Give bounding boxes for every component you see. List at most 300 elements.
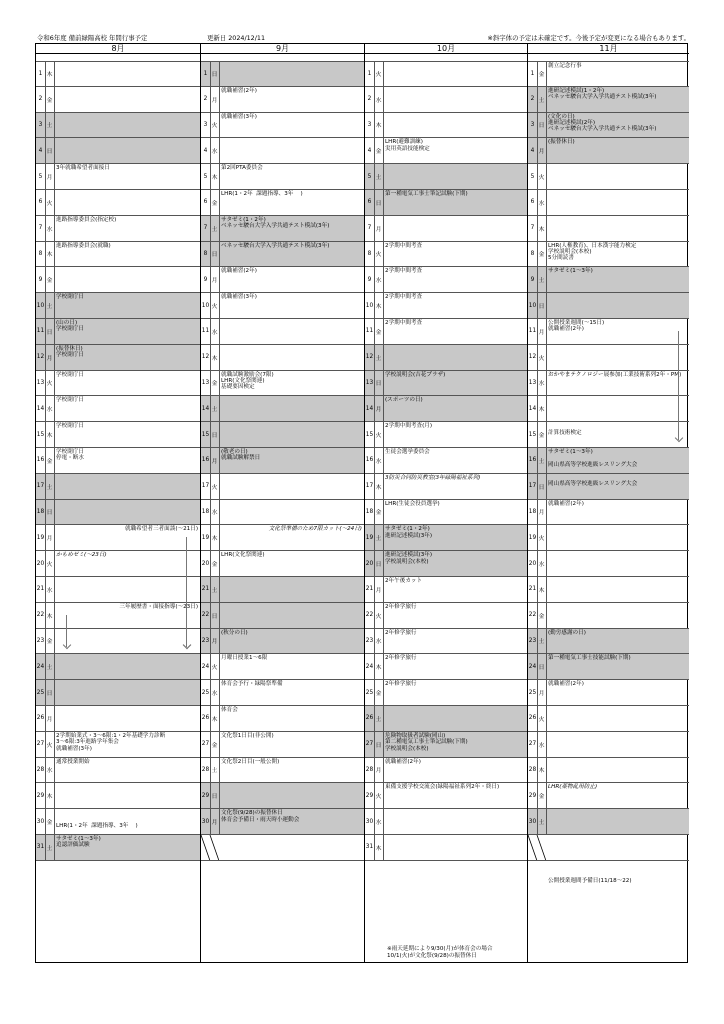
day-number: 22 <box>365 603 375 628</box>
day-number: 28 <box>365 758 375 783</box>
weekday: 月 <box>210 267 220 292</box>
day-row <box>201 396 364 422</box>
weekday: 金 <box>537 603 547 628</box>
day-number: 7 <box>365 216 375 241</box>
day-number: 24 <box>201 654 211 679</box>
day-row <box>201 138 364 164</box>
weekday: 月 <box>537 500 547 525</box>
day-row <box>201 577 364 603</box>
day-number: 23 <box>36 629 46 654</box>
day-row <box>365 706 527 732</box>
day-event: (振替休日) 学校閉庁日 <box>56 345 84 359</box>
day-event: 進研記述模試(1・2年) ベネッセ駿台大学入学共通テスト模試(3年) <box>548 87 657 101</box>
schedule-note: ※斜字体の予定は未確定です。今後予定が変更になる場合もあります。 <box>487 34 690 42</box>
weekday: 土 <box>45 835 55 860</box>
day-event: 文化祭2日目(一般公開) <box>221 758 280 765</box>
weekday: 木 <box>537 396 547 421</box>
day-number: 26 <box>528 706 538 731</box>
weekday: 水 <box>210 138 220 163</box>
day-event: かもめゼミ(～23日) <box>56 552 107 559</box>
day-number: 20 <box>528 551 538 576</box>
weekday: 土 <box>210 577 220 602</box>
november-footnote: 公開授業週間予備日(11/18～22) <box>548 878 632 884</box>
weekday: 火 <box>537 525 547 550</box>
day-row <box>36 525 200 551</box>
day-number: 28 <box>528 758 538 783</box>
day-number: 1 <box>36 62 46 86</box>
day-number: 3 <box>201 113 211 138</box>
day-row <box>201 216 364 242</box>
day-row <box>201 732 364 758</box>
day-event: 進路指導委員会(指定校) <box>56 216 117 223</box>
month-column-august <box>36 44 200 962</box>
day-event: 危険物取扱者試験(岡山) 第二種電気工事士筆記試験(下期) 学校説明会(本校) <box>385 732 468 752</box>
weekday: 金 <box>210 190 220 215</box>
day-number: 20 <box>36 551 46 576</box>
weekday: 水 <box>537 190 547 215</box>
day-number: 28 <box>36 758 46 783</box>
weekday: 木 <box>374 654 384 679</box>
weekday: 土 <box>45 293 55 318</box>
day-number: 19 <box>36 525 46 550</box>
day-number: 19 <box>201 525 211 550</box>
day-row <box>365 87 527 113</box>
day-number: 7 <box>36 216 46 241</box>
weekday: 月 <box>210 448 220 473</box>
day-number: 8 <box>528 242 538 267</box>
day-number: 18 <box>36 500 46 525</box>
day-number: 18 <box>201 500 211 525</box>
weekday: 土 <box>210 758 220 783</box>
weekday: 金 <box>374 500 384 525</box>
day-row <box>528 783 689 809</box>
day-row <box>365 577 527 603</box>
weekday: 日 <box>210 422 220 447</box>
day-row <box>528 500 689 526</box>
day-row <box>528 577 689 603</box>
weekday: 金 <box>537 783 547 808</box>
weekday: 土 <box>210 396 220 421</box>
day-number: 27 <box>528 732 538 757</box>
day-number: 11 <box>365 319 375 344</box>
weekday: 木 <box>45 603 55 628</box>
day-number: 11 <box>528 319 538 344</box>
day-number: 2 <box>201 87 211 112</box>
day-number: 4 <box>365 138 375 163</box>
day-number: 30 <box>528 809 538 834</box>
weekday: 月 <box>45 164 55 189</box>
day-row <box>36 448 200 474</box>
day-row <box>36 603 200 629</box>
day-number: 8 <box>201 242 211 267</box>
day-row <box>528 345 689 371</box>
day-number: 12 <box>36 345 46 370</box>
day-row <box>365 835 527 861</box>
day-row <box>528 319 689 345</box>
day-event: 就職補習(3年) <box>221 113 257 120</box>
weekday: 土 <box>374 345 384 370</box>
day-number: 30 <box>36 809 46 834</box>
weekday: 火 <box>374 603 384 628</box>
day-row <box>365 525 527 551</box>
day-number: 3 <box>528 113 538 138</box>
day-number: 24 <box>36 654 46 679</box>
day-number: 12 <box>201 345 211 370</box>
day-event: 就職希望者三者面談(～21日) <box>124 526 198 533</box>
day-event: 2学期中間考査(月) <box>385 423 433 430</box>
weekday: 土 <box>374 164 384 189</box>
day-row <box>528 113 689 139</box>
day-row <box>201 783 364 809</box>
crossed-cell <box>528 835 546 860</box>
annual-calendar <box>35 43 688 963</box>
day-row <box>528 525 689 551</box>
weekday: 日 <box>45 319 55 344</box>
day-row <box>201 629 364 655</box>
day-number: 22 <box>36 603 46 628</box>
weekday: 日 <box>537 474 547 499</box>
day-row <box>36 809 200 835</box>
weekday: 月 <box>210 629 220 654</box>
day-number: 14 <box>201 396 211 421</box>
day-row <box>201 500 364 526</box>
day-event: LHR(生徒会役員選挙) <box>385 500 440 507</box>
weekday: 火 <box>210 474 220 499</box>
day-number: 2 <box>36 87 46 112</box>
day-row <box>528 654 689 680</box>
day-row <box>365 164 527 190</box>
day-number: 19 <box>528 525 538 550</box>
day-row <box>201 61 364 87</box>
day-event: (敬老の日) 就職試験解禁日 <box>221 449 261 462</box>
october-footnote: ※雨天延期により9/30(月)が体育会の場合 10/1(火)が文化祭(9/28)の振替休日 <box>387 946 493 959</box>
day-event: 学校閉庁日 <box>56 371 84 378</box>
day-row <box>201 474 364 500</box>
weekday: 日 <box>45 500 55 525</box>
day-event: 進研記述模試(3年) 学校説明会(本校) <box>385 552 433 565</box>
document-title: 令和6年度 備前緑陽高校 年間行事予定 <box>37 34 148 42</box>
day-event: 学校閉庁日 <box>56 423 84 430</box>
day-number: 17 <box>36 474 46 499</box>
weekday: 火 <box>210 293 220 318</box>
day-number: 25 <box>528 680 538 705</box>
day-row <box>365 113 527 139</box>
day-number: 26 <box>201 706 211 731</box>
weekday: 木 <box>374 293 384 318</box>
day-row <box>36 293 200 319</box>
day-row <box>36 680 200 706</box>
day-event: 通常授業開始 <box>56 758 90 765</box>
weekday: 火 <box>210 654 220 679</box>
day-event: 創立記念行事 <box>548 63 582 69</box>
day-row <box>36 61 200 87</box>
weekday: 木 <box>210 525 220 550</box>
weekday: 月 <box>45 706 55 731</box>
weekday: 水 <box>537 732 547 757</box>
day-row <box>201 422 364 448</box>
day-event: ベネッセ駿台大学入学共通テスト模試(3年) <box>221 242 330 249</box>
weekday: 金 <box>45 448 55 473</box>
day-row <box>36 190 200 216</box>
weekday: 金 <box>45 267 55 292</box>
weekday: 金 <box>374 138 384 163</box>
day-event: 学校閉庁日 停電・断水 <box>56 449 84 462</box>
weekday: 水 <box>537 551 547 576</box>
weekday: 木 <box>45 242 55 267</box>
day-row <box>36 577 200 603</box>
day-row <box>36 345 200 371</box>
day-number: 22 <box>528 603 538 628</box>
day-event: 体育会 <box>221 707 238 713</box>
day-row <box>365 216 527 242</box>
day-row <box>528 138 689 164</box>
weekday: 木 <box>374 835 384 860</box>
weekday: 日 <box>374 190 384 215</box>
day-number: 22 <box>201 603 211 628</box>
weekday: 水 <box>45 396 55 421</box>
empty-day-row <box>201 835 364 861</box>
weekday: 月 <box>537 680 547 705</box>
weekday: 火 <box>537 345 547 370</box>
weekday: 土 <box>537 809 547 834</box>
weekday: 月 <box>374 216 384 241</box>
day-row <box>36 551 200 577</box>
crossed-cell <box>201 835 219 860</box>
day-event: 文化祭(9/28)の振替休日 体育会予備日・雨天時小運動会 <box>221 810 300 823</box>
day-event: (スポーツの日) <box>385 397 423 404</box>
weekday: 水 <box>45 758 55 783</box>
weekday: 土 <box>374 525 384 550</box>
day-number: 14 <box>365 396 375 421</box>
day-event: 学校閉庁日 <box>56 397 84 404</box>
weekday: 金 <box>537 62 547 86</box>
weekday: 木 <box>537 758 547 783</box>
day-row <box>365 190 527 216</box>
day-row <box>528 629 689 655</box>
day-row <box>528 680 689 706</box>
day-number: 15 <box>201 422 211 447</box>
day-event: 学校説明会(吉花プラザ) <box>385 371 446 378</box>
day-number: 4 <box>528 138 538 163</box>
weekday: 金 <box>374 680 384 705</box>
day-number: 25 <box>201 680 211 705</box>
day-event: 2学期中間考査 <box>385 242 423 249</box>
weekday: 金 <box>537 422 547 447</box>
day-row <box>36 267 200 293</box>
day-event: 就職補習(2年) <box>221 87 257 94</box>
day-event: 進路指導委員会(就職) <box>56 242 111 249</box>
day-row <box>528 551 689 577</box>
weekday: 水 <box>374 629 384 654</box>
day-row <box>528 190 689 216</box>
weekday: 日 <box>210 783 220 808</box>
day-row <box>201 371 364 397</box>
day-number: 27 <box>201 732 211 757</box>
day-number: 10 <box>36 293 46 318</box>
day-row <box>36 835 200 861</box>
day-number: 29 <box>36 783 46 808</box>
day-number: 3 <box>36 113 46 138</box>
day-number: 12 <box>365 345 375 370</box>
day-number: 13 <box>201 371 211 396</box>
weekday: 金 <box>45 87 55 112</box>
day-number: 7 <box>201 216 211 241</box>
day-row <box>201 113 364 139</box>
day-row <box>365 319 527 345</box>
day-row <box>36 164 200 190</box>
day-row <box>36 113 200 139</box>
weekday: 土 <box>45 113 55 138</box>
weekday: 日 <box>537 113 547 138</box>
weekday: 水 <box>45 577 55 602</box>
weekday: 水 <box>210 680 220 705</box>
day-number: 14 <box>528 396 538 421</box>
weekday: 月 <box>210 809 220 834</box>
weekday: 木 <box>45 422 55 447</box>
day-row <box>365 783 527 809</box>
month-header: 11月 <box>528 44 689 54</box>
day-row <box>365 61 527 87</box>
day-row <box>201 758 364 784</box>
day-number: 8 <box>36 242 46 267</box>
day-event: サタゼミ(1～3年) 岡山県高等学校進級レスリング大会 <box>548 449 638 468</box>
day-number: 2 <box>365 87 375 112</box>
day-number: 2 <box>528 87 538 112</box>
day-number: 1 <box>365 62 375 86</box>
day-row <box>528 758 689 784</box>
day-number: 26 <box>36 706 46 731</box>
weekday: 水 <box>45 216 55 241</box>
day-row <box>528 293 689 319</box>
duration-arrow <box>186 615 187 647</box>
day-row <box>201 654 364 680</box>
weekday: 火 <box>374 422 384 447</box>
weekday: 水 <box>210 500 220 525</box>
weekday: 火 <box>374 62 384 86</box>
day-row <box>201 190 364 216</box>
day-number: 12 <box>528 345 538 370</box>
day-event: 月曜日授業1～6限 <box>221 655 268 662</box>
day-row <box>365 422 527 448</box>
weekday: 金 <box>210 732 220 757</box>
day-event: LHR(薬物乱用防止) <box>548 784 598 791</box>
day-number: 24 <box>528 654 538 679</box>
day-row <box>201 809 364 835</box>
weekday: 金 <box>537 242 547 267</box>
day-event: 体育会予行・緑陽祭準備 <box>221 681 283 688</box>
day-row <box>365 267 527 293</box>
weekday: 月 <box>537 319 547 344</box>
day-number: 5 <box>201 164 211 189</box>
weekday: 金 <box>210 371 220 396</box>
day-row <box>36 783 200 809</box>
day-event: (文化の日) 進研記述模試(2年) ベネッセ駿台大学入学共通テスト模試(3年) <box>548 113 657 133</box>
day-number: 30 <box>365 809 375 834</box>
day-number: 23 <box>365 629 375 654</box>
day-row <box>201 87 364 113</box>
day-number: 31 <box>365 835 375 860</box>
day-number: 1 <box>201 62 211 86</box>
day-row <box>365 603 527 629</box>
day-row <box>36 371 200 397</box>
day-event: 2年修学旅行 <box>385 629 417 636</box>
day-row <box>36 319 200 345</box>
day-number: 6 <box>201 190 211 215</box>
day-row <box>36 216 200 242</box>
day-row <box>36 87 200 113</box>
day-row <box>528 87 689 113</box>
day-row <box>528 809 689 835</box>
weekday: 月 <box>374 758 384 783</box>
day-event: 文化祭準備のため7限カット(～24日) <box>268 526 362 533</box>
weekday: 月 <box>374 396 384 421</box>
day-row <box>528 371 689 397</box>
day-event: LHR(1・2年 課題指導、3年 ) <box>56 823 138 829</box>
day-event: 就職補習(3年) <box>221 294 257 301</box>
day-row <box>365 138 527 164</box>
day-row <box>201 603 364 629</box>
day-row <box>528 267 689 293</box>
day-row <box>36 706 200 732</box>
day-row <box>528 474 689 500</box>
day-number: 29 <box>528 783 538 808</box>
weekday: 土 <box>45 474 55 499</box>
day-row <box>528 422 689 448</box>
day-event: 2学期中間考査 <box>385 268 423 275</box>
duration-arrow <box>678 331 679 440</box>
day-event: 第一種電気工事士技能試験(下期) <box>548 655 631 662</box>
day-row <box>201 267 364 293</box>
weekday: 金 <box>45 809 55 834</box>
weekday: 木 <box>374 474 384 499</box>
day-row <box>365 396 527 422</box>
weekday: 火 <box>45 371 55 396</box>
weekday: 水 <box>374 809 384 834</box>
month-header: 10月 <box>365 44 527 54</box>
day-event: 東備支援学校交流会(緑陽福祉系列2年・終日) <box>385 784 500 791</box>
weekday: 日 <box>45 138 55 163</box>
day-number: 5 <box>36 164 46 189</box>
day-row <box>528 706 689 732</box>
day-event: 就職補習(2年) <box>385 758 421 765</box>
day-event: 岡山県高等学校進級レスリング大会 <box>548 481 638 488</box>
weekday: 金 <box>45 629 55 654</box>
day-row <box>36 758 200 784</box>
weekday: 月 <box>374 577 384 602</box>
day-row <box>528 216 689 242</box>
day-number: 13 <box>365 371 375 396</box>
day-number: 21 <box>528 577 538 602</box>
day-row <box>36 629 200 655</box>
day-event: 2学期始業式・3～6限:1・2年基礎学力診断 3～6限:3年進路学年集会 就職補習(3年) <box>56 732 166 752</box>
day-event: サタゼミ(1・2年) 進研記述模試(3年) <box>385 526 433 539</box>
day-row <box>528 396 689 422</box>
day-row <box>365 500 527 526</box>
day-number: 16 <box>365 448 375 473</box>
day-row <box>36 242 200 268</box>
day-number: 10 <box>365 293 375 318</box>
day-number: 9 <box>528 267 538 292</box>
day-number: 4 <box>36 138 46 163</box>
day-row <box>365 680 527 706</box>
day-number: 6 <box>528 190 538 215</box>
day-number: 13 <box>36 371 46 396</box>
day-row <box>201 525 364 551</box>
weekday: 火 <box>45 732 55 757</box>
weekday: 日 <box>374 732 384 757</box>
month-header: 8月 <box>36 44 200 54</box>
day-row <box>36 474 200 500</box>
